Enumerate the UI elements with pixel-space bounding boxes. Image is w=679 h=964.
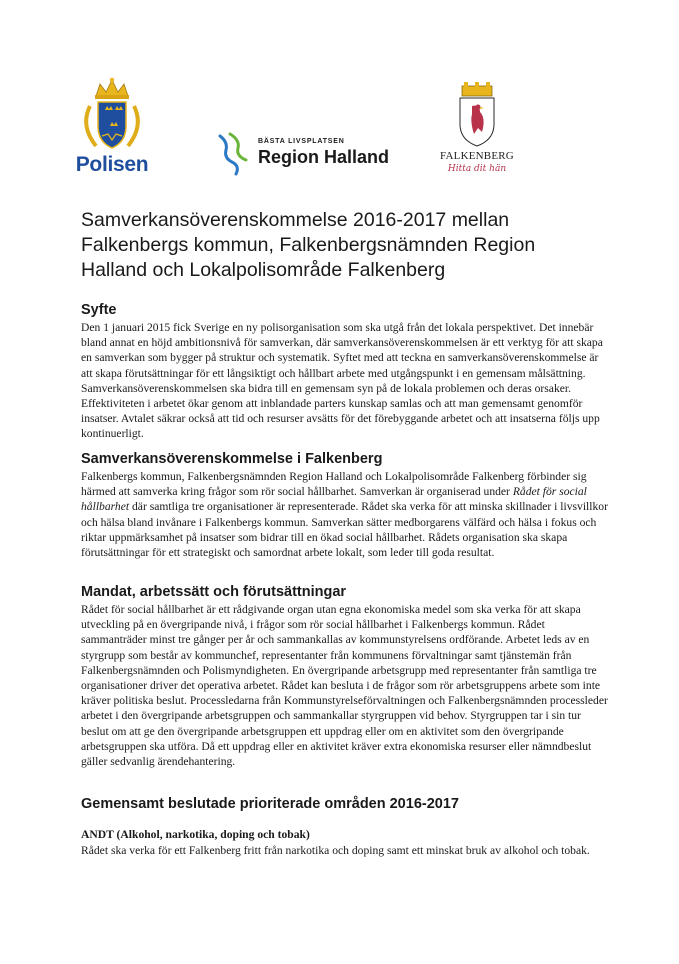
polisen-wordmark: Polisen xyxy=(75,153,149,176)
paragraph-falkenberg xyxy=(81,469,608,560)
document-title: Samverkansöverenskommelse 2016-2017 mellan Falkenbergs kommun, Falkenbergsnämnden Region Halland och Lokalpolisområde Falkenberg xyxy=(81,209,536,281)
polisen-logo xyxy=(72,76,152,184)
radet-italic: Rådet för social hållbarhet xyxy=(81,485,587,514)
paragraph-mandat: Rådet för social hållbarhet är ett rådgivande organ utan egna ekonomiska medel som ska verka för att skapa utveckling på en övergripande nivå, i frågor som rör social hållbarhet i Falkenbergs kommun. Rådet sammanträder minst tre gånger per år och sammankallas av kommunstyrelsens ordförande. Arbetet leds av en styrgrupp som består av kommunchef, representanter från kommunens förvaltningar samt tjänstemän från Falkenbergsnämnden och Polismyndigheten. En övergripande arbetsgrupp med representanter från samtliga tre organisationer driver det operativa arbetet. Rådet kan besluta i de frågor som rör arbetsgruppens arbete som inte kräver politiska beslut. Processledarna från Kommunstyrelseförvaltningen och Falkenbergsnämnden processleder arbetet i den övergripande arbetsgruppen och sammankallar styrgruppen vid behov. Styrgruppen tar i sin tur beslut om att ge den övergripande arbetsgruppen ett uppdrag eller om en aktivitet som den övergripande arbetsgruppen ska utföra. Då ett uppdrag eller en aktivitet kräver extra ekonomiska resurser eller nämndbeslut gäller sedvanlig ärendehantering. xyxy=(81,603,608,769)
region-halland-logo xyxy=(214,132,394,178)
subheading-andt: ANDT (Alkohol, narkotika, doping och tobak) xyxy=(81,828,310,841)
paragraph-syfte: Den 1 januari 2015 fick Sverige en ny polisorganisation som ska utgå från det lokala perspektivet. Det innebär bland annat en höjd ambitionsnivå för samverkan, där samverkansöverenskommelsen är ett verktyg för att skapa en samverkan som bygger på struktur och systematik. Syftet med att teckna en samverkansöverenskommelse är att skapa förutsättningar för ett långsiktigt och hållbart arbete med utgångspunkt i en gemensam målsättning. Samverkansöverenskommelsen ska bidra till en gemensam syn på de lokala problemen och deras orsaker. Effektiviteten i arbetet ökar genom att inblandade parters kunskap samlas och att man gemensamt genomför insatser. Avtalet säkrar också att tid och resurser avsätts för det förebyggande arbetet och att insatserna följs upp kontinuerligt. xyxy=(81,321,603,441)
paragraph-falkenberg-part1: Falkenbergs kommun, Falkenbergsnämnden Region Halland och Lokalpolisområde Falkenberg förbinder sig härmed att samverka kring frågor som rör social hållbarhet. Samverkan är organiserad under xyxy=(81,470,587,499)
halland-wordmark: Region Halland xyxy=(258,147,390,167)
heading-prioriterade: Gemensamt beslutade prioriterade områden 2016-2017 xyxy=(81,796,459,812)
falkenberg-coat-of-arms-icon xyxy=(434,82,520,148)
falkenberg-tagline: Hitta dit hän xyxy=(447,164,507,174)
paragraph-andt: Rådet ska verka för ett Falkenberg fritt från narkotika och doping samt ett minskat bruk av alkohol och tobak. xyxy=(81,844,590,857)
police-crest-icon xyxy=(72,76,152,154)
falkenberg-logo xyxy=(434,82,520,186)
falkenberg-wordmark: FALKENBERG xyxy=(440,150,514,162)
halland-slogan: BÄSTA LIVSPLATSEN xyxy=(258,138,345,145)
heading-mandat: Mandat, arbetssätt och förutsättningar xyxy=(81,584,347,600)
heading-falkenberg: Samverkansöverenskommelse i Falkenberg xyxy=(81,451,383,467)
heading-syfte: Syfte xyxy=(81,302,117,318)
paragraph-falkenberg-part2: där samtliga tre organisationer är representerade. Rådet ska verka för att minska skillnader i livsvillkor och hälsa bland invånare i Falkenbergs kommun. Samverkan sätter medborgarens välfärd och hälsa i fokus och riktar uppmärksamhet på insatser som bidrar till en ökad social hållbarhet. Rådets organisation ska skapa förutsättningar för ett strategiskt och samordnat arbete lokalt, som leder till goda resultat. xyxy=(81,500,608,560)
halland-map-icon xyxy=(214,132,258,178)
